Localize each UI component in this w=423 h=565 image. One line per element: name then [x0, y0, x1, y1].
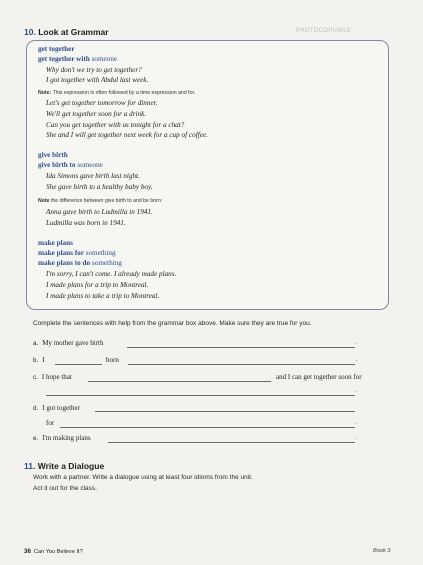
exercise-c: c. I hope that [33, 373, 72, 381]
footer-left [24, 548, 83, 555]
grammar-note: Note: This expression is often followed by a time expression and for. [38, 90, 196, 96]
example-sentence: Can you get together with us tonight for a chat? [46, 121, 185, 129]
section-11-line-2: Act it out for the class. [33, 485, 97, 492]
example-sentence: Ida Simons gave birth last night. [46, 172, 140, 180]
exercise-b-born: born [106, 356, 119, 364]
period: . [356, 357, 358, 363]
section-11-line-1: Work with a partner. Write a dialogue using at least four idioms from the unit. [33, 474, 253, 481]
answer-blank-b2[interactable] [128, 364, 355, 365]
period: . [356, 435, 358, 441]
exercise-d: d. I got together [33, 404, 80, 412]
period: . [356, 340, 358, 346]
example-sentence: I made plans for a trip to Montreal. [46, 281, 149, 289]
book-title: Can You Believe It? [33, 549, 83, 555]
section-11-number: 11. [24, 461, 36, 471]
example-sentence: We'll get together soon for a drink. [46, 110, 147, 118]
exercise-instructions: Complete the sentences with help from the grammar box above. Make sure they are true for you. [33, 320, 312, 327]
exercise-c-rest: and I can get together soon for [276, 373, 362, 381]
example-sentence: She and I will get together next week for a cup of coffee. [46, 131, 208, 139]
exercise-d-for: for [46, 419, 55, 427]
grammar-head-make-plans-for: make plans for something [38, 249, 116, 257]
exercise-b: b. I [33, 356, 45, 364]
grammar-head-get-together: get together [38, 45, 75, 53]
answer-blank-d1[interactable] [95, 411, 355, 412]
example-sentence: Why don't we try to get together? [46, 66, 142, 74]
answer-blank-e[interactable] [108, 442, 355, 443]
section-10-number: 10. [24, 27, 36, 37]
answer-blank-c2[interactable] [46, 395, 355, 396]
section-11-heading: Write a Dialogue [37, 461, 105, 471]
page-number: 36 [24, 548, 31, 555]
grammar-head-get-together-with: get together with someone [38, 55, 118, 63]
example-sentence: I made plans to take a trip to Montreal. [46, 292, 160, 300]
faded-heading: PHOTOCOPIABLE [296, 28, 352, 34]
grammar-head-give-birth-to: give birth to someone [38, 161, 103, 169]
example-sentence: Let's get together tomorrow for dinner. [46, 99, 158, 107]
answer-blank-a[interactable] [127, 347, 355, 348]
example-sentence: I got together with Abdul last week. [46, 76, 149, 84]
answer-blank-b1[interactable] [55, 364, 102, 365]
answer-blank-c1[interactable] [88, 381, 271, 382]
example-sentence: Ludmilla was born in 1941. [46, 219, 126, 227]
exercise-a: a. My mother gave birth [33, 339, 104, 347]
grammar-head-make-plans: make plans [38, 239, 73, 247]
period: . [356, 388, 358, 394]
section-10-title [24, 27, 109, 37]
section-11-title [24, 461, 104, 471]
example-sentence: I'm sorry, I can't come. I already made plans. [46, 270, 177, 278]
answer-blank-d2[interactable] [60, 427, 355, 428]
book-label: Book 3 [373, 548, 391, 554]
example-sentence: She gave birth to a healthy baby boy. [46, 183, 153, 191]
exercise-e: e. I'm making plans [33, 434, 91, 442]
grammar-note: Note the difference between give birth to and be born: [38, 198, 163, 204]
example-sentence: Anna gave birth to Ludmilla in 1941. [46, 208, 153, 216]
section-10-heading: Look at Grammar [38, 27, 109, 37]
grammar-head-give-birth: give birth [38, 151, 68, 159]
period: . [356, 420, 358, 426]
grammar-head-make-plans-to-do: make plans to do something [38, 259, 122, 267]
